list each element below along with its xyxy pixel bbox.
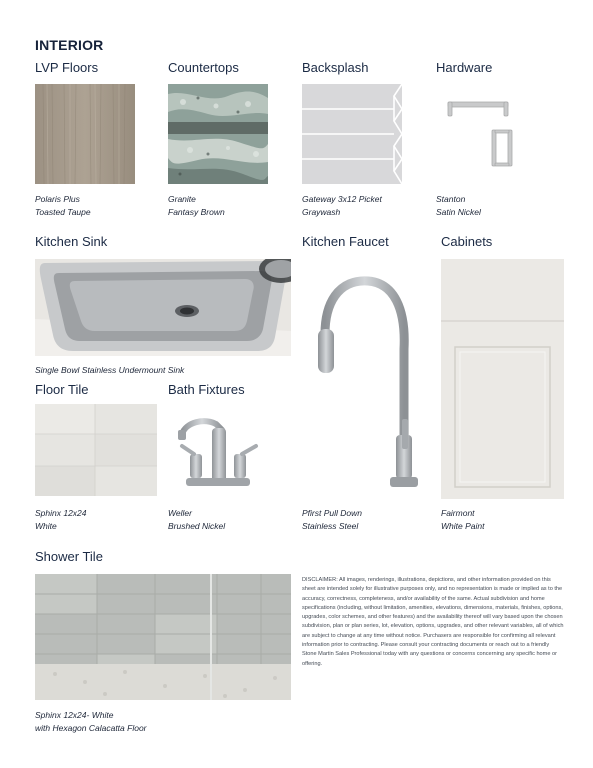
cabinets-caption-2: White Paint xyxy=(441,521,485,531)
backsplash-caption-1: Gateway 3x12 Picket xyxy=(302,194,382,204)
hardware-caption-1: Stanton xyxy=(436,194,466,204)
floor-tile-caption-1: Sphinx 12x24 xyxy=(35,508,87,518)
shower-tile-image xyxy=(35,574,291,700)
kitchen-sink-title: Kitchen Sink xyxy=(35,234,108,249)
backsplash-caption-2: Graywash xyxy=(302,207,341,217)
lvp-floors-title: LVP Floors xyxy=(35,60,99,75)
floor-tile-title: Floor Tile xyxy=(35,382,89,397)
countertops-title: Countertops xyxy=(168,60,239,75)
shower-tile-caption-1: Sphinx 12x24- White xyxy=(35,710,114,720)
bath-fixtures-title: Bath Fixtures xyxy=(168,382,245,397)
lvp-floors-caption-1: Polaris Plus xyxy=(35,194,80,204)
backsplash-swatch xyxy=(302,84,402,184)
kitchen-faucet-caption-2: Stainless Steel xyxy=(302,521,359,531)
hardware-image xyxy=(436,84,536,184)
backsplash-title: Backsplash xyxy=(302,60,369,75)
shower-tile-caption-2: with Hexagon Calacatta Floor xyxy=(35,723,147,733)
disclaimer-body: All images, renderings, illustrations, depictions, and other information provided on this sheet are intended solely for illustrative purposes only, and no representation is made or implied as to the accuracy, correctness, completeness, and/or availability of the same. Actual subdivision and home specifications (including, without limitation, amenities, elevations, dimensions, materials, finishes, options, upgrades, color schemes, and other features) and the availability thereof will vary based upon the chosen subdivision, plan or plan series, lot, elevation, options, upgrades, and other relevant variables, all of which are subject to change at any time without notice. Purchasers are responsible for confirming all relevant information prior to contracting. Please consult your contracting documents or reach out to a friendly Stone Martin Sales Professional today with any questions or concerns concerning any specific home or offering. xyxy=(302,577,564,667)
bath-fixtures-caption-1: Weller xyxy=(168,508,192,518)
disclaimer-label: DISCLAIMER: xyxy=(302,577,338,583)
bath-fixtures-caption-2: Brushed Nickel xyxy=(168,521,226,531)
countertops-caption-2: Fantasy Brown xyxy=(168,207,225,217)
cabinets-swatch xyxy=(441,259,564,499)
bath-fixtures-image xyxy=(168,404,268,496)
countertops-swatch xyxy=(168,84,268,184)
cabinets-title: Cabinets xyxy=(441,234,493,249)
disclaimer-text xyxy=(302,576,564,669)
lvp-floors-caption-2: Toasted Taupe xyxy=(35,207,91,217)
kitchen-sink-caption-1: Single Bowl Stainless Undermount Sink xyxy=(35,365,185,375)
kitchen-sink-image xyxy=(35,259,291,356)
kitchen-faucet-caption-1: Pfirst Pull Down xyxy=(302,508,362,518)
hardware-title: Hardware xyxy=(436,60,493,75)
kitchen-faucet-image xyxy=(302,259,430,499)
floor-tile-swatch xyxy=(35,404,157,496)
cabinets-caption-1: Fairmont xyxy=(441,508,475,518)
page-title: INTERIOR xyxy=(35,37,104,53)
countertops-caption-1: Granite xyxy=(168,194,196,204)
floor-tile-caption-2: White xyxy=(35,521,57,531)
kitchen-faucet-title: Kitchen Faucet xyxy=(302,234,389,249)
hardware-caption-2: Satin Nickel xyxy=(436,207,481,217)
lvp-floors-swatch xyxy=(35,84,135,184)
shower-tile-title: Shower Tile xyxy=(35,549,103,564)
